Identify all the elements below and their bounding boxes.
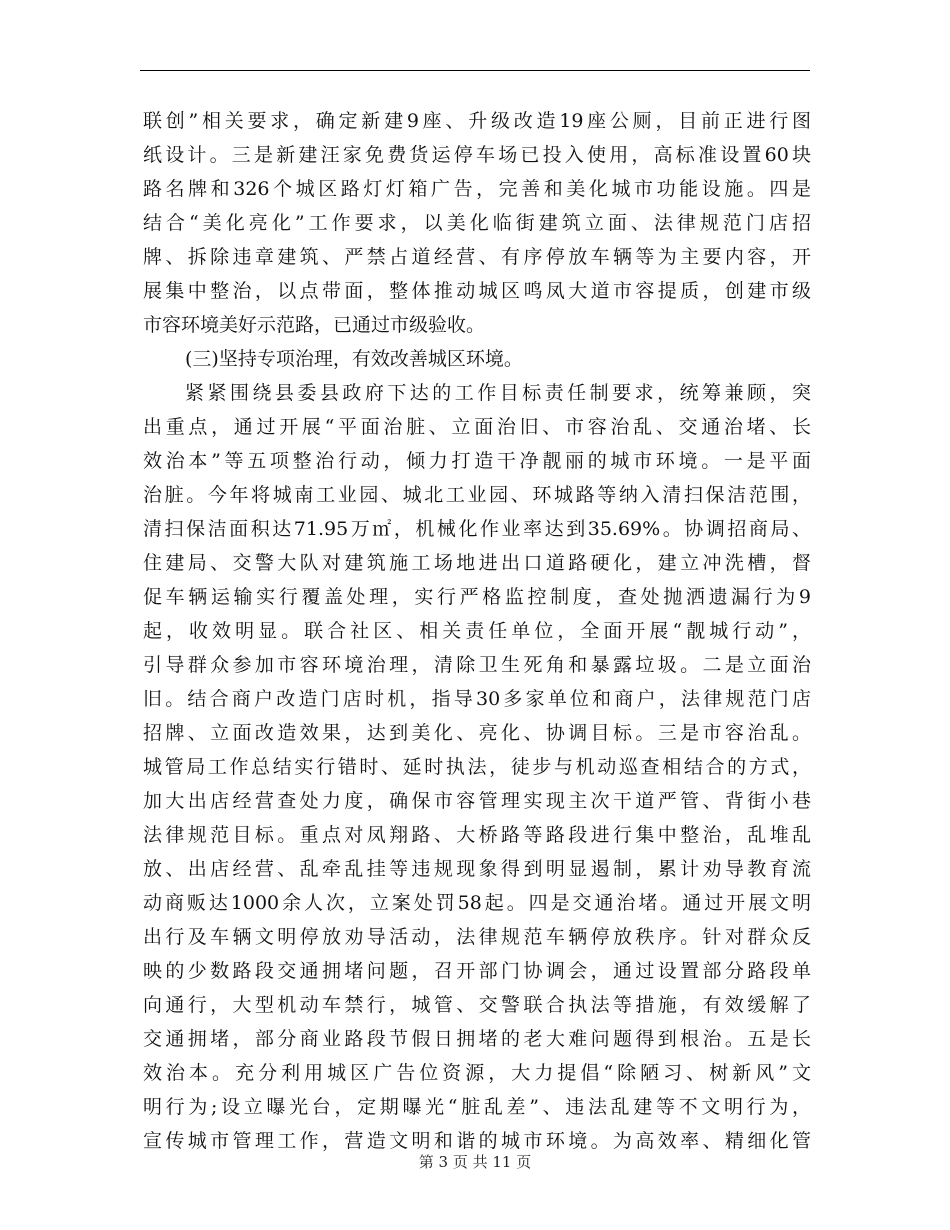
paragraph-line: 效治本”等五项整治行动，倾力打造干净靓丽的城市环境。一是平面 (143, 450, 811, 472)
paragraph-line: 促车辆运输实行覆盖处理，实行严格监控制度，查处抛洒遗漏行为9 (143, 586, 811, 608)
paragraph-line: 宣传城市管理工作，营造文明和谐的城市环境。为高效率、精细化管 (143, 1130, 811, 1152)
paragraph-line: 法律规范目标。重点对凤翔路、大桥路等路段进行集中整治，乱堆乱 (143, 824, 811, 846)
document-body (143, 104, 811, 1158)
paragraph-line: 映的少数路段交通拥堵问题，召开部门协调会，通过设置部分路段单 (143, 960, 811, 982)
paragraph-line: 清扫保洁面积达71.95万㎡，机械化作业率达到35.69%。协调招商局、 (143, 518, 811, 540)
paragraph-line: 紧紧围绕县委县政府下达的工作目标责任制要求，统筹兼顾，突 (185, 382, 811, 404)
section-heading: (三)坚持专项治理，有效改善城区环境。 (185, 348, 523, 370)
page-number: 第 3 页 共 11 页 (418, 1153, 532, 1171)
header-rule (140, 70, 810, 71)
paragraph-line: 向通行，大型机动车禁行，城管、交警联合执法等措施，有效缓解了 (143, 994, 811, 1016)
paragraph-line: 展集中整治，以点带面，整体推动城区鸣凤大道市容提质，创建市级 (143, 280, 811, 302)
paragraph-line: 纸设计。三是新建汪家免费货运停车场已投入使用，高标准设置60块 (143, 144, 811, 166)
paragraph-line: 城管局工作总结实行错时、延时执法，徒步与机动巡查相结合的方式， (143, 756, 811, 778)
paragraph-line: 明行为;设立曝光台，定期曝光“脏乱差”、违法乱建等不文明行为， (143, 1096, 811, 1118)
paragraph-line: 放、出店经营、乱牵乱挂等违规现象得到明显遏制，累计劝导教育流 (143, 858, 811, 880)
paragraph-line: 治脏。今年将城南工业园、城北工业园、环城路等纳入清扫保洁范围， (143, 484, 811, 506)
paragraph-line: 住建局、交警大队对建筑施工场地进出口道路硬化，建立冲洗槽，督 (143, 552, 811, 574)
paragraph-line: 加大出店经营查处力度，确保市容管理实现主次干道严管、背街小巷 (143, 790, 811, 812)
paragraph-line: 旧。结合商户改造门店时机，指导30多家单位和商户，法律规范门店 (143, 688, 811, 710)
paragraph-line: 引导群众参加市容环境治理，清除卫生死角和暴露垃圾。二是立面治 (143, 654, 811, 676)
paragraph-line: 结合“美化亮化”工作要求，以美化临街建筑立面、法律规范门店招 (143, 212, 811, 234)
paragraph-line: 出重点，通过开展“平面治脏、立面治旧、市容治乱、交通治堵、长 (143, 416, 811, 438)
paragraph-line: 路名牌和326个城区路灯灯箱广告，完善和美化城市功能设施。四是 (143, 178, 811, 200)
paragraph-line: 交通拥堵，部分商业路段节假日拥堵的老大难问题得到根治。五是长 (143, 1028, 811, 1050)
paragraph-line: 出行及车辆文明停放劝导活动，法律规范车辆停放秩序。针对群众反 (143, 926, 811, 948)
paragraph-line: 效治本。充分利用城区广告位资源，大力提倡“除陋习、树新风”文 (143, 1062, 811, 1084)
paragraph-line: 联创”相关要求，确定新建9座、升级改造19座公厕，目前正进行图 (143, 110, 811, 132)
paragraph-line: 牌、拆除违章建筑、严禁占道经营、有序停放车辆等为主要内容，开 (143, 246, 811, 268)
paragraph-line: 市容环境美好示范路，已通过市级验收。 (143, 314, 486, 336)
paragraph-line: 动商贩达1000余人次，立案处罚58起。四是交通治堵。通过开展文明 (143, 892, 811, 914)
paragraph-line: 起，收效明显。联合社区、相关责任单位，全面开展“靓城行动”， (143, 620, 811, 642)
paragraph-line: 招牌、立面改造效果，达到美化、亮化、协调目标。三是市容治乱。 (143, 722, 811, 744)
